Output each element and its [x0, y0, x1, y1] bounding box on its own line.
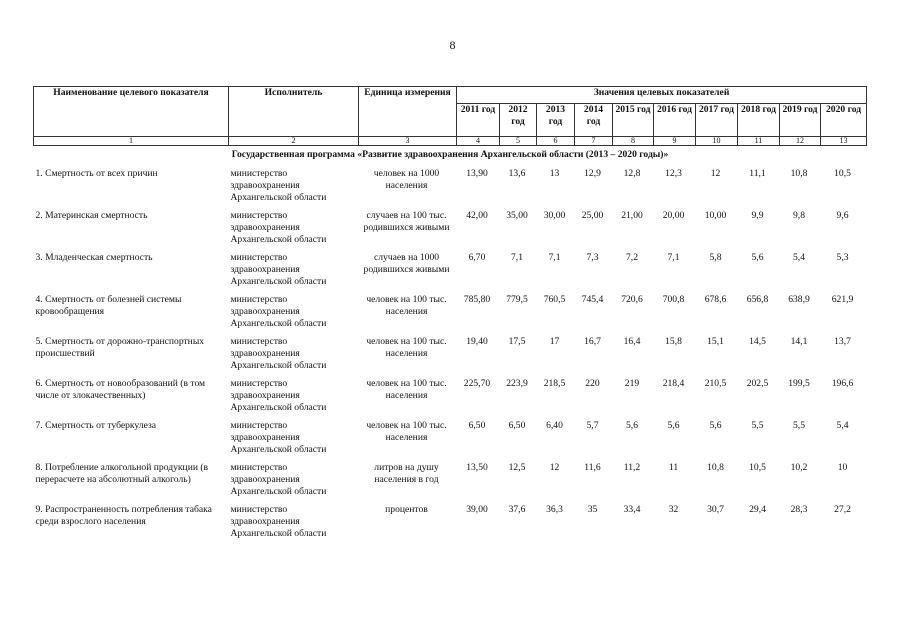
- target-value: 19,40: [466, 336, 488, 347]
- column-number: 5: [500, 137, 537, 146]
- target-value: 6,70: [468, 252, 486, 263]
- indicator-name: 7. Смертность от туберкулеза: [35, 420, 156, 431]
- target-value: 9,6: [836, 210, 849, 221]
- target-value: 10,00: [704, 210, 727, 221]
- target-value: 14,5: [749, 336, 766, 347]
- target-value: 12,5: [508, 462, 526, 473]
- target-value: 32: [668, 504, 679, 515]
- target-value: 7,3: [586, 252, 599, 263]
- target-value: 37,6: [508, 504, 526, 515]
- target-value: 12: [710, 168, 721, 179]
- target-value: 5,6: [667, 420, 680, 431]
- executor: министерство здравоохранения Архангельской области: [230, 336, 327, 371]
- executor: министерство здравоохранения Архангельской области: [230, 210, 327, 245]
- header-year: 2019 год: [780, 104, 821, 137]
- target-value: 42,00: [466, 210, 488, 221]
- header-year: 2014 год: [575, 104, 613, 137]
- target-value: 220: [585, 378, 600, 389]
- unit-of-measure: человек на 100 тыс. населения: [366, 420, 447, 443]
- header-executor: Исполнитель: [229, 87, 359, 137]
- column-number: 11: [738, 137, 780, 146]
- target-value: 779,5: [506, 294, 528, 305]
- target-value: 28,3: [790, 504, 808, 515]
- target-value: 20,00: [662, 210, 685, 221]
- table-row: [34, 246, 867, 288]
- table-row: [34, 330, 867, 372]
- column-number: 3: [359, 137, 457, 146]
- target-value: 15,1: [707, 336, 724, 347]
- target-value: 12: [549, 462, 560, 473]
- header-year: 2013 год: [537, 104, 575, 137]
- target-value: 16,7: [584, 336, 601, 347]
- column-number: 2: [229, 137, 359, 146]
- target-value: 7,2: [626, 252, 638, 263]
- target-value: 5,5: [793, 420, 805, 431]
- column-number: 4: [457, 137, 500, 146]
- header-indicator-name: Наименование целевого показателя: [34, 87, 229, 137]
- target-value: 17: [549, 336, 560, 347]
- indicator-name: 9. Распространенность потребления табака среди взрослого населения: [35, 504, 212, 527]
- unit-of-measure: человек на 100 тыс. населения: [366, 294, 447, 317]
- indicator-name: 3. Младенческая смертность: [35, 252, 153, 263]
- target-value: 14,1: [790, 336, 808, 347]
- header-year: 2015 год: [613, 104, 654, 137]
- page-number: 8: [449, 38, 456, 52]
- executor: министерство здравоохранения Архангельской области: [230, 462, 327, 497]
- indicator-name: 8. Потребление алкогольной продукции (в перерасчете на абсолютный алкоголь): [35, 462, 209, 485]
- target-value: 7,1: [667, 252, 680, 263]
- executor: министерство здравоохранения Архангельской области: [230, 252, 327, 287]
- header-year: 2012 год: [500, 104, 537, 137]
- target-value: 10: [837, 462, 848, 473]
- header-year: 2011 год: [457, 104, 500, 137]
- target-value: 745,4: [581, 294, 604, 305]
- indicator-name: 1. Смертность от всех причин: [35, 168, 158, 179]
- executor: министерство здравоохранения Архангельской области: [230, 504, 327, 539]
- target-value: 638,9: [788, 294, 810, 305]
- column-number: 9: [654, 137, 696, 146]
- target-value: 35: [587, 504, 598, 515]
- target-value: 9,8: [793, 210, 805, 221]
- target-value: 700,8: [662, 294, 685, 305]
- target-value: 27,2: [834, 504, 851, 515]
- executor: министерство здравоохранения Архангельской области: [230, 168, 327, 203]
- target-value: 39,00: [466, 504, 488, 515]
- target-value: 11,1: [749, 168, 766, 179]
- target-value: 12,8: [623, 168, 641, 179]
- target-value: 36,3: [546, 504, 563, 515]
- target-value: 13,6: [508, 168, 526, 179]
- target-value: 10,8: [707, 462, 724, 473]
- target-value: 678,6: [704, 294, 727, 305]
- target-value: 5,6: [751, 252, 764, 263]
- target-value: 30,00: [543, 210, 566, 221]
- target-value: 11: [668, 462, 679, 473]
- target-value: 5,6: [626, 420, 638, 431]
- table-row: [34, 162, 867, 204]
- unit-of-measure: процентов: [385, 504, 428, 515]
- executor: министерство здравоохранения Архангельской области: [230, 294, 327, 329]
- target-value: 621,9: [831, 294, 854, 305]
- target-value: 35,00: [506, 210, 528, 221]
- target-value: 219: [624, 378, 640, 389]
- target-value: 9,9: [751, 210, 764, 221]
- target-value: 785,80: [463, 294, 491, 305]
- executor: министерство здравоохранения Архангельской области: [230, 378, 327, 413]
- indicator-name: 4. Смертность от болезней системы кровообращения: [35, 294, 182, 317]
- target-value: 6,50: [508, 420, 526, 431]
- target-value: 13,90: [466, 168, 488, 179]
- table-row: [34, 414, 867, 456]
- target-value: 5,7: [586, 420, 599, 431]
- column-number: 13: [821, 137, 867, 146]
- table-row: [34, 204, 867, 246]
- target-value: 5,6: [709, 420, 722, 431]
- header-target-values: Значения целевых показателей: [457, 87, 867, 104]
- target-value: 13: [549, 168, 560, 179]
- target-value: 10,8: [790, 168, 808, 179]
- target-value: 7,1: [511, 252, 523, 263]
- target-value: 16,4: [623, 336, 641, 347]
- target-value: 17,5: [508, 336, 526, 347]
- target-value: 13,7: [834, 336, 851, 347]
- target-value: 29,4: [749, 504, 766, 515]
- table-row: [34, 498, 867, 540]
- target-value: 5,4: [836, 420, 849, 431]
- program-title: Государственная программа «Развитие здравоохранения Архангельской области (2013 – 2020 годы)»: [231, 149, 669, 160]
- target-value: 760,5: [543, 294, 566, 305]
- target-value: 656,8: [746, 294, 769, 305]
- target-value: 33,4: [623, 504, 641, 515]
- target-value: 225,70: [463, 378, 491, 389]
- target-value: 218,5: [543, 378, 566, 389]
- target-indicators-table: [33, 86, 867, 540]
- table-row: [34, 456, 867, 498]
- target-value: 11,2: [623, 462, 641, 473]
- indicator-name: 2. Материнская смертность: [35, 210, 148, 221]
- target-value: 6,40: [546, 420, 563, 431]
- header-year: 2020 год: [821, 104, 867, 137]
- target-value: 15,8: [665, 336, 682, 347]
- unit-of-measure: случаев на 100 тыс. родившихся живыми: [363, 210, 450, 233]
- target-value: 202,5: [746, 378, 769, 389]
- table-row: [34, 372, 867, 414]
- target-value: 210,5: [704, 378, 727, 389]
- column-number: 6: [537, 137, 575, 146]
- column-number: 10: [696, 137, 738, 146]
- target-value: 6,50: [468, 420, 486, 431]
- column-number: 12: [780, 137, 821, 146]
- header-unit: Единица измерения: [359, 87, 457, 137]
- header-year: 2018 год: [738, 104, 780, 137]
- target-value: 12,9: [584, 168, 601, 179]
- table-header: [34, 87, 867, 146]
- target-value: 223,9: [506, 378, 528, 389]
- target-value: 13,50: [466, 462, 488, 473]
- column-number: 8: [613, 137, 654, 146]
- target-value: 218,4: [662, 378, 685, 389]
- unit-of-measure: человек на 1000 населения: [373, 168, 440, 191]
- unit-of-measure: литров на душу населения в год: [374, 462, 439, 485]
- target-value: 12,3: [665, 168, 682, 179]
- target-value: 10,5: [749, 462, 766, 473]
- header-year: 2016 год: [654, 104, 696, 137]
- target-value: 5,4: [793, 252, 805, 263]
- unit-of-measure: случаев на 1000 родившихся живыми: [363, 252, 450, 275]
- target-value: 10,5: [834, 168, 851, 179]
- target-value: 21,00: [621, 210, 643, 221]
- target-value: 720,6: [621, 294, 643, 305]
- target-value: 5,5: [751, 420, 764, 431]
- unit-of-measure: человек на 100 тыс. населения: [366, 336, 447, 359]
- indicator-name: 6. Смертность от новообразований (в том числе от злокачественных): [35, 378, 206, 401]
- column-number: 7: [575, 137, 613, 146]
- target-value: 11,6: [584, 462, 601, 473]
- target-value: 7,1: [548, 252, 561, 263]
- target-value: 30,7: [707, 504, 724, 515]
- column-number: 1: [34, 137, 229, 146]
- target-value: 25,00: [581, 210, 604, 221]
- target-value: 199,5: [788, 378, 810, 389]
- table-row: [34, 288, 867, 330]
- indicator-name: 5. Смертность от дорожно-транспортных происшествий: [35, 336, 205, 359]
- unit-of-measure: человек на 100 тыс. населения: [366, 378, 447, 401]
- header-year: 2017 год: [696, 104, 738, 137]
- target-value: 10,2: [790, 462, 808, 473]
- target-value: 196,6: [831, 378, 854, 389]
- table-body: [34, 146, 867, 541]
- target-value: 5,8: [709, 252, 722, 263]
- executor: министерство здравоохранения Архангельской области: [230, 420, 327, 455]
- target-value: 5,3: [836, 252, 849, 263]
